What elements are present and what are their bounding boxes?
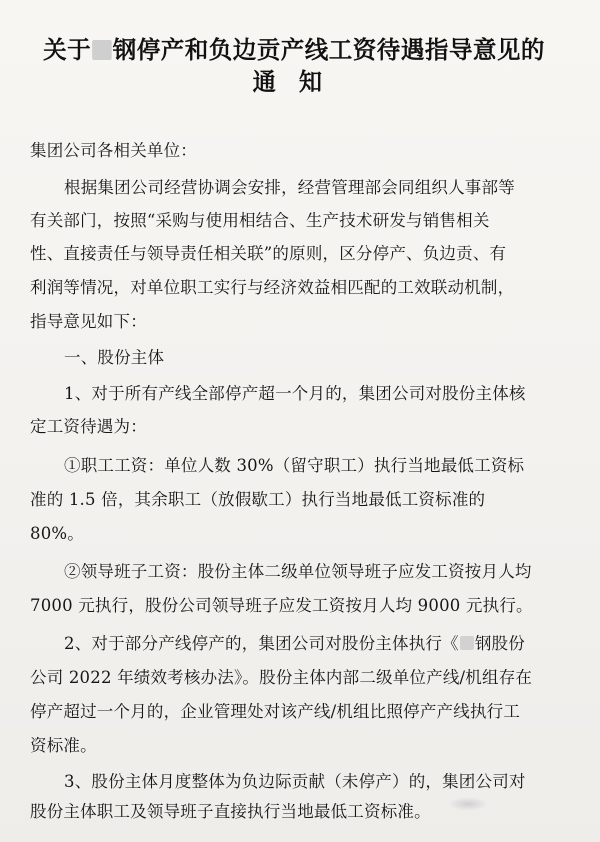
clause-1b-line: ②领导班子工资：股份主体二级单位领导班子应发工资按月人均 bbox=[64, 562, 532, 581]
redacted-company-name bbox=[460, 636, 474, 650]
paragraph-intro-line: 根据集团公司经营协调会安排，经营管理部会同组织人事部等 bbox=[64, 178, 515, 197]
clause-3-line: 股份主体职工及领导班子直接执行当地最低工资标准。 bbox=[30, 802, 431, 821]
document-title-line1 bbox=[0, 30, 588, 65]
clause-2-suffix: 钢股份 bbox=[474, 634, 525, 653]
clause-2-line: 资标准。 bbox=[30, 736, 97, 755]
redaction-smudge bbox=[448, 797, 488, 811]
paragraph-intro-line: 性、直接责任与领导责任相关联”的原则，区分停产、负边贡、有 bbox=[30, 244, 507, 263]
clause-2-line: 停产超过一个月的，企业管理处对该产线/机组比照停产产线执行工 bbox=[30, 702, 521, 721]
salutation: 集团公司各相关单位： bbox=[30, 141, 197, 160]
clause-2-prefix: 2、对于部分产线停产的，集团公司对股份主体执行《 bbox=[64, 634, 459, 653]
clause-1-line: 1、对于所有产线全部停产超一个月的，集团公司对股份主体核 bbox=[64, 384, 526, 403]
clause-3-line: 3、股份主体月度整体为负边际贡献（未停产）的，集团公司对 bbox=[64, 772, 526, 791]
clause-1a-line: ①职工工资：单位人数 30%（留守职工）执行当地最低工资标 bbox=[64, 456, 525, 475]
clause-2-line bbox=[64, 630, 525, 654]
section-heading: 一、股份主体 bbox=[64, 348, 165, 367]
clause-1b-line: 7000 元执行，股份公司领导班子应发工资按月人均 9000 元执行。 bbox=[30, 596, 533, 615]
clause-1-line: 定工资待遇为： bbox=[30, 417, 147, 436]
paragraph-intro-line: 有关部门，按照“采购与使用相结合、生产技术研发与销售相关 bbox=[30, 211, 490, 230]
title-prefix: 关于 bbox=[43, 36, 92, 64]
clause-1a-line: 准的 1.5 倍，其余职工（放假歇工）执行当地最低工资标准的 bbox=[30, 490, 486, 509]
document-title-line2: 通知 bbox=[252, 68, 346, 96]
paragraph-intro-line: 指导意见如下： bbox=[30, 312, 147, 331]
redacted-company-name bbox=[92, 40, 112, 60]
title-suffix: 钢停产和负边贡产线工资待遇指导意见的 bbox=[112, 36, 545, 64]
clause-1a-line: 80%。 bbox=[30, 524, 84, 543]
paragraph-intro-line: 利润等情况，对单位职工实行与经济效益相匹配的工效联动机制， bbox=[30, 278, 515, 297]
clause-2-line: 公司 2022 年绩效考核办法》。股份主体内部二级单位产线/机组存在 bbox=[30, 668, 533, 687]
